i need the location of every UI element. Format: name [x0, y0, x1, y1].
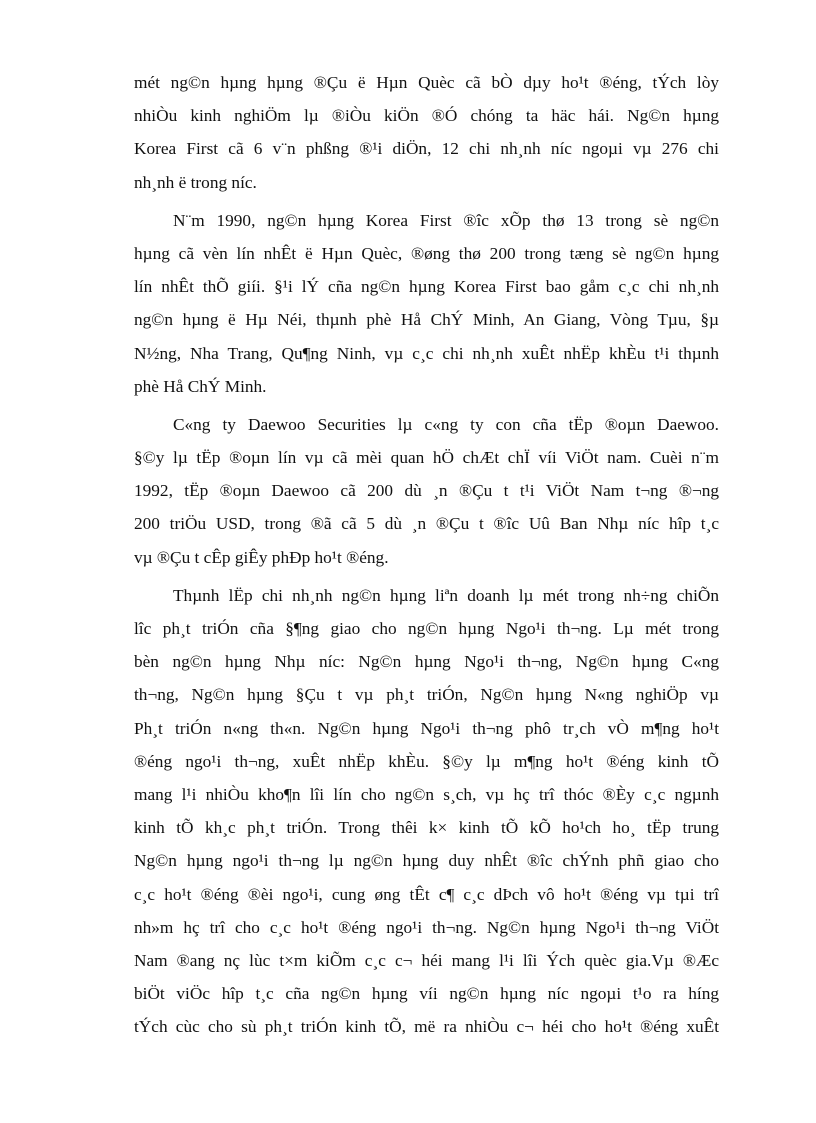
text-line: Ph¸t triÓn n«ng th«n. Ng©n hµng Ngo¹i th¬ng phô tr¸ch vÒ m¶ng ho¹t: [134, 718, 719, 738]
text-line: Korea First cã 6 v¨n phßng ®¹i diÖn, 12 chi nh¸nh níc ngoµi vµ 276 chi: [134, 139, 719, 159]
text-line: hµng cã vèn lín nhÊt ë Hµn Quèc, ®øng thø 200 trong tæng sè ng©n hµng: [134, 243, 719, 263]
text-line: N½ng, Nha Trang, Qu¶ng Ninh, vµ c¸c chi nh¸nh xuÊt nhËp khÈu t¹i thµnh: [134, 343, 719, 363]
text-line: C«ng ty Daewoo Securities lµ c«ng ty con cña tËp ®oµn Daewoo.: [173, 414, 719, 434]
paragraph-4: [134, 579, 719, 1044]
text-line: tÝch cùc cho sù ph¸t triÓn kinh tÕ, më ra nhiÒu c¬ héi cho ho¹t ®éng xuÊt: [134, 1017, 719, 1037]
text-line: 1992, tËp ®oµn Daewoo cã 200 dù ¸n ®Çu t t¹i ViÖt Nam t¬ng ®¬ng: [134, 481, 719, 501]
text-line: mét ng©n hµng hµng ®Çu ë Hµn Quèc cã bÒ dµy ho¹t ®éng, tÝch lòy: [134, 73, 719, 92]
text-line: kinh tÕ kh¸c ph¸t triÓn. Trong thêi k× kinh tÕ kÕ ho¹ch ho¸ tËp trung: [134, 818, 719, 838]
text-line: Nam ®ang nç lùc t×m kiÕm c¸c c¬ héi mang l¹i lîi Ých quèc gia.Vµ ®Æc: [134, 950, 719, 970]
paragraph-3: [134, 408, 719, 574]
text-line: nh»m hç trî cho c¸c ho¹t ®éng ngo¹i th¬ng. Ng©n hµng Ngo¹i th¬ng ViÖt: [134, 917, 719, 937]
text-line: bèn ng©n hµng Nhµ níc: Ng©n hµng Ngo¹i th¬ng, Ng©n hµng C«ng: [134, 652, 719, 672]
text-line: nh¸nh ë trong níc.: [134, 172, 257, 192]
text-line: mang l¹i nhiÒu kho¶n lîi lín cho ng©n s¸ch, vµ hç trî thóc ®Èy c¸c ngµnh: [134, 784, 719, 804]
text-line: phè Hå ChÝ Minh.: [134, 376, 267, 396]
text-line: nhiÒu kinh nghiÖm lµ ®iÒu kiÖn ®Ó chóng ta häc hái. Ng©n hµng: [134, 106, 719, 126]
body-text: [134, 66, 719, 1043]
text-line: 200 triÖu USD, trong ®ã cã 5 dù ¸n ®Çu t ®îc Uû Ban Nhµ níc hîp t¸c: [134, 514, 719, 534]
text-line: ®éng ngo¹i th¬ng, xuÊt nhËp khÈu. §©y lµ m¶ng ho¹t ®éng kinh tÕ: [134, 751, 719, 771]
text-line: N¨m 1990, ng©n hµng Korea First ®îc xÕp thø 13 trong sè ng©n: [173, 210, 719, 230]
paragraph-2: [134, 204, 719, 403]
text-line: lín nhÊt thÕ giíi. §¹i lÝ cña ng©n hµng Korea First bao gåm c¸c chi nh¸nh: [134, 277, 719, 297]
text-line: c¸c ho¹t ®éng ®èi ngo¹i, cung øng tÊt c¶ c¸c dÞch vô ho¹t ®éng vµ tµi trî: [134, 884, 719, 904]
text-line: §©y lµ tËp ®oµn lín vµ cã mèi quan hÖ chÆt chÏ víi ViÖt nam. Cuèi n¨m: [134, 448, 719, 468]
text-line: th¬ng, Ng©n hµng §Çu t vµ ph¸t triÓn, Ng©n hµng N«ng nghiÖp vµ: [134, 685, 719, 705]
text-line: Ng©n hµng ngo¹i th¬ng lµ ng©n hµng duy nhÊt ®îc chÝnh phñ giao cho: [134, 851, 719, 871]
paragraph-1: [134, 66, 719, 199]
text-line: lîc ph¸t triÓn cña §¶ng giao cho ng©n hµng Ngo¹i th¬ng. Lµ mét trong: [134, 619, 719, 638]
text-line: biÖt viÖc hîp t¸c cña ng©n hµng víi ng©n hµng níc ngoµi t¹o ra híng: [134, 984, 719, 1004]
text-line: vµ ®Çu t cÊp giÊy phÐp ho¹t ®éng.: [134, 547, 389, 567]
text-line: Thµnh lËp chi nh¸nh ng©n hµng liªn doanh lµ mét trong nh÷ng chiÕn: [173, 585, 719, 605]
text-line: ng©n hµng ë Hµ Néi, thµnh phè Hå ChÝ Minh, An Giang, Vòng Tµu, §µ: [134, 310, 719, 330]
